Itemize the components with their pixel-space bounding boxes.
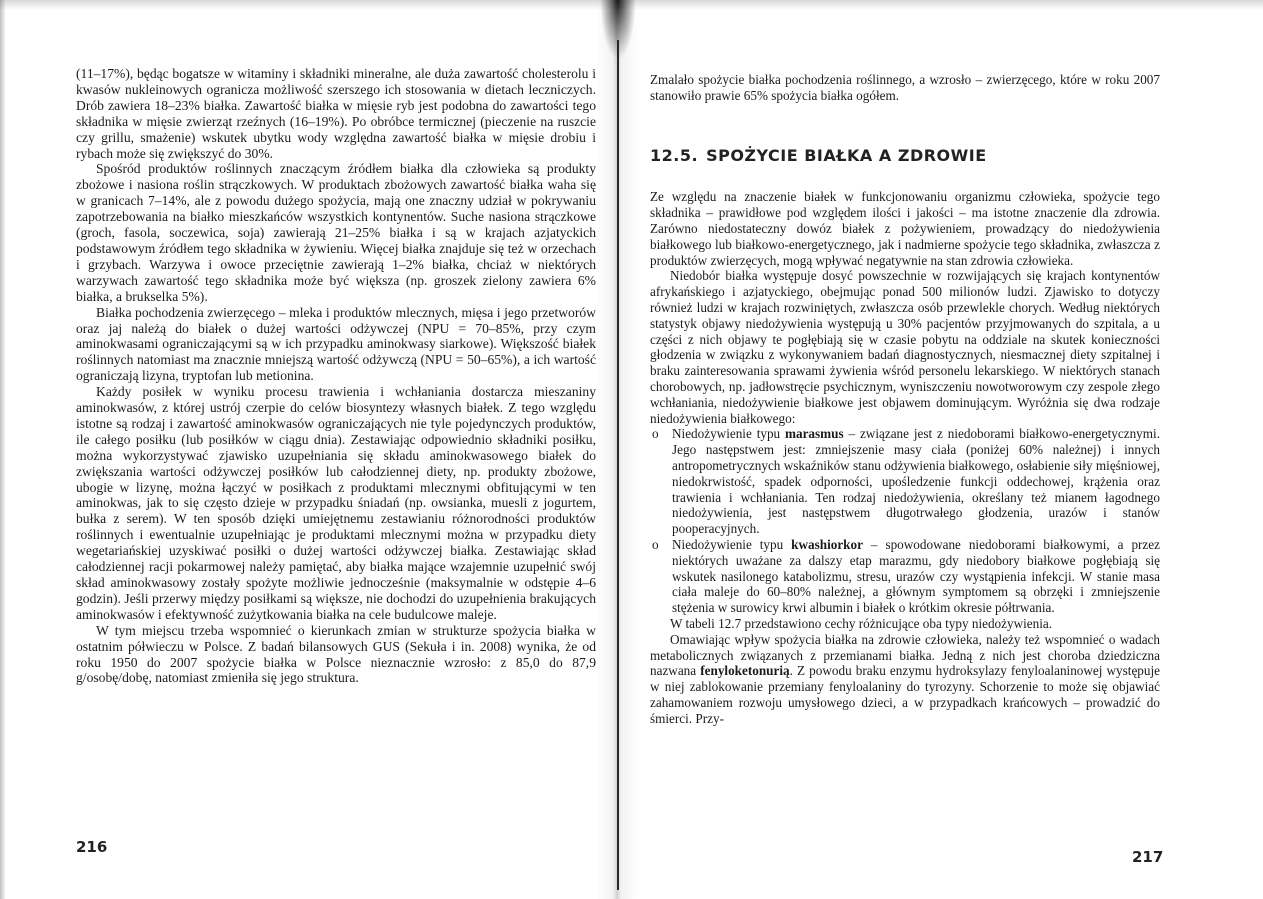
left-paragraph-1: (11–17%), będąc bogatsze w witaminy i składniki mineralne, ale duża zawartość cholesterolu i kwasów nukleinowych ogranicza możliwość szerszego ich stosowania w dietach leczniczych. Drób zawiera 18–23% białka. Zawartość białka w mięsie ryb jest podobna do zawartości tego składnika w mięsie zwierząt rzeźnych (16–19%). Po obróbce termicznej (pieczenie na ruszcie czy grillu, smażenie) wskutek ubytku wody względna zawartość białka w mięsie drobiu i rybach może się zwiększyć do 30%. — [76, 66, 596, 161]
left-page-text — [76, 66, 596, 686]
right-paragraph-1: Ze względu na znaczenie białek w funkcjonowaniu organizmu człowieka, spożycie tego składnika – prawidłowe pod względem ilości i jakości – ma istotne znaczenie dla zdrowia. Zarówno niedostateczny dowóz białek z pożywieniem, prowadzący do niedożywienia białkowego lub białkowo-energetycznego, jak i nadmierne spożycie tego składnika, zwłaszcza z produktów zwierzęcych, mogą wpływać negatywnie na stan zdrowia człowieka. — [650, 189, 1160, 268]
left-page-number: 216 — [76, 838, 108, 856]
term-kwashiorkor: kwashiorkor — [791, 536, 863, 552]
left-paragraph-3: Białka pochodzenia zwierzęcego – mleka i produktów mlecznych, mięsa i jego przetworów oraz jaj należą do białek o dużej wartości odżywczej (NPU = 70–85%, przy czym aminokwasami ograniczającymi są w ich przypadku aminokwasy siarkowe). Większość białek roślinnych natomiast ma znacznie mniejszą wartość odżywczą (NPU = 50–65%), a ich wartość ograniczają lizyna, tryptofan lub metionina. — [76, 304, 596, 384]
bullet-1-prefix: Niedożywienie typu — [672, 426, 785, 442]
section-title: SPOŻYCIE BIAŁKA A ZDROWIE — [706, 145, 987, 165]
right-paragraph-3: W tabeli 12.7 przedstawiono cechy różnicujące oba typy niedożywienia. — [670, 615, 1053, 631]
malnutrition-types-list — [650, 426, 1160, 616]
section-heading — [650, 145, 1160, 165]
bullet-1-text: – związane jest z niedoborami białkowo-energetycznymi. Jego następstwem jest: zmniejszenie masy ciała (poniżej 60% należnej) i innych antropometrycznych wskaźników stanu odżywienia białkowego, osłabienie siły mięśniowej, niedokrwistość, spadek odporności, upośledzenie funkcji oddechowej, krążenia oraz trawienia i wchłaniania. Ten rodzaj niedożywienia, określany też mianem łagodnego niedożywienia, jest następstwem długotrwałego głodzenia, urazów i stanów pooperacyjnych. — [672, 426, 1160, 537]
left-paragraph-4: Każdy posiłek w wyniku procesu trawienia i wchłaniania dostarcza mieszaniny aminokwasów, z której ustrój czerpie do celów biosyntezy własnych białek. Z tego względu istotne są rodzaj i zawartość aminokwasów ograniczających nie tyle pojedynczych produktów, ile całego posiłku (lub posiłków w ciągu dnia). Zestawiając odpowiednio składniki posiłku, można wykorzystywać zjawisko uzupełniania się składu aminokwasowego białek do zwiększania wartości odżywczej posiłków lub całodziennej diety, np. produkty zbożowe, ubogie w lizynę, można łączyć w posiłkach z produktami mlecznymi obfitującymi w ten aminokwas, jak to się często dzieje w przypadku śniadań (np. owsianka, muesli z jogurtem, bułka z serem). W ten sposób dzięki umiejętnemu zestawianiu różnorodności produktów roślinnych i ewentualnie uzupełniając je produktami mlecznymi można w przypadku diety wegetariańskiej uzyskiwać posiłki o dużej wartości odżywczej białka. Zestawiając skład całodziennej racji pokarmowej należy pamiętać, aby białka mające wzajemnie uzupełnić swój skład aminokwasowy zostały spożyte możliwie jednocześnie (maksymalnie w odstępie 4–6 godzin). Jeśli przerwy między posiłkami są większe, nie dochodzi do uzupełnienia brakujących aminokwasów i efektywność zużytkowania białka na cele budulcowe maleje. — [76, 384, 596, 622]
list-item — [650, 537, 1160, 616]
right-paragraph-4 — [650, 632, 1160, 727]
bullet-2-text: – spowodowane niedoborami białkowymi, a przez niektórych uważane za dalszy etap marazmu, gdy niedobory białkowe pogłębiają się wskutek nasilonego katabolizmu, stresu, urazów czy wystąpienia infekcji. W stanie masa ciała maleje do 60–80% należnej, a głównym symptomem są obrzęki i zmniejszenie stężenia w surowicy krwi albumin i białek o krótkim okresie półtrwania. — [672, 536, 1160, 616]
term-marasmus: marasmus — [785, 426, 844, 442]
left-paragraph-5: W tym miejscu trzeba wspomnieć o kierunkach zmian w strukturze spożycia białka w ostatnim półwieczu w Polsce. Z badań bilansowych GUS (Sekuła i in. 2008) wynika, że od roku 1950 do 2007 spożycie białka w Polsce nieznacznie wzrosło: z 85,0 do 87,9 g/osobę/dobę, natomiast zmieniła się jego struktura. — [76, 622, 596, 686]
bullet-2-prefix: Niedożywienie typu — [672, 536, 792, 552]
section-number: 12.5. — [650, 145, 699, 165]
right-intro-paragraph: Zmalało spożycie białka pochodzenia roślinnego, a wzrosło – zwierzęcego, które w roku 2007 stanowiło prawie 65% spożycia białka ogółem. — [650, 72, 1160, 103]
left-paragraph-2: Spośród produktów roślinnych znaczącym źródłem białka dla człowieka są produkty zbożowe i nasiona roślin strączkowych. W produktach zbożowych zawartość białka waha się w granicach 7–14%, ale z powodu dużego spożycia, mają one znaczny udział w pokrywaniu zapotrzebowania na białko mieszkańców wszystkich kontynentów. Suche nasiona strączkowe (groch, fasola, soczewica, soja) zawierają 21–25% białka i są w krajach azjatyckich podstawowym źródłem tego składnika w żywieniu. Więcej białka znajduje się też w orzechach i grzybach. Warzywa i owoce przeciętnie zawierają 1–2% białka, chciaż w niektórych warzywach zawartość tego składnika może być większa (np. groszek zielony zawiera 6% białka, a brukselka 5%). — [76, 161, 596, 304]
term-fenyloketonuria: fenyloketonurią — [700, 663, 790, 679]
gutter-fold-line — [617, 40, 619, 890]
bullet-marker: o — [652, 536, 659, 552]
right-paragraph-2: Niedobór białka występuje dosyć powszechnie w rozwijających się krajach kontynentów afrykańskiego i azjatyckiego, obejmując ponad 500 milionów ludzi. Zjawisko to dotyczy również ludzi w krajach rozwiniętych, zwłaszcza osób przewlekle chorych. Według niektórych statystyk objawy niedożywienia występują u 30% pacjentów przyjmowanych do szpitala, a u części z nich objawy te pogłębiają się w czasie pobytu na oddziale na skutek konieczności głodzenia w związku z wykonywaniem badań diagnostycznych, niesmacznej diety szpitalnej i braku zainteresowania sprawami żywienia wśród personelu lekarskiego. W niektórych stanach chorobowych, np. jadłowstręcie psychicznym, wyniszczeniu nowotworowym czy zespole złego wchłaniania, niedożywienie białkowe jest objawem dominującym. Wyróżnia się dwa rodzaje niedożywienia białkowego: — [650, 268, 1160, 426]
page-left-shadow — [0, 0, 6, 899]
list-item — [650, 426, 1160, 537]
right-page-number: 217 — [1132, 848, 1164, 866]
bullet-marker: o — [652, 426, 659, 442]
paragraph-4-prefix: Omawiając wpływ spożycia białka na zdrowie człowieka, należy też wspomnieć o wadach metabolicznych związanych z przemianami białka. Jedną z nich jest choroba dziedziczna nazwana — [650, 631, 1160, 679]
paragraph-4-text: . Z powodu braku enzymu hydroksylazy fenyloalaninowej występuje w niej zablokowanie przemiany fenyloalaniny do tyrozyny. Schorzenie to może się objawiać zahamowaniem rozwoju umysłowego dzieci, a w przypadkach krańcowych – prowadzić do śmierci. Przy- — [650, 663, 1161, 726]
right-page-text — [650, 72, 1160, 726]
